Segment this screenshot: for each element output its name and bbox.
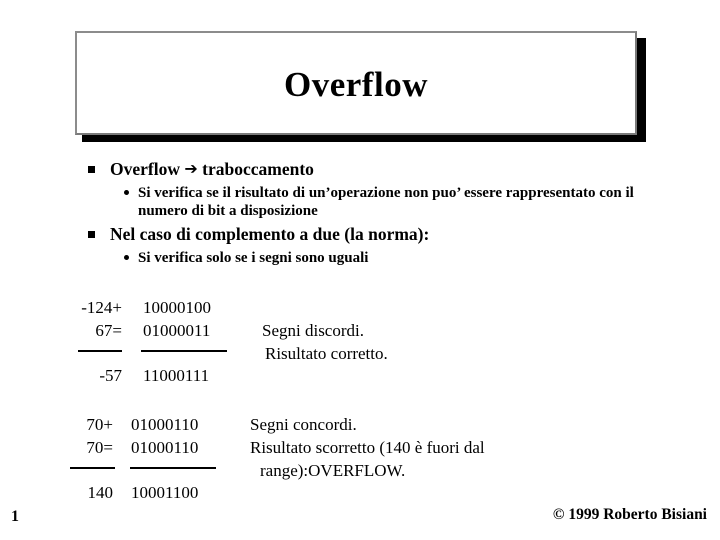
calc-binary: 01000011 [143, 321, 211, 340]
calc-row [0, 296, 720, 319]
calc-decimal: 70= [86, 438, 113, 457]
calc-result-binary: 11000111 [143, 366, 210, 385]
calc-binary: 10000100 [143, 298, 211, 317]
page-title: Overflow [284, 64, 428, 104]
calculation-block-overflow [0, 413, 720, 504]
sub-bullet-item-same-signs [0, 249, 720, 267]
square-bullet-icon [88, 166, 95, 173]
calc-note: Segni concordi. [250, 415, 357, 434]
calc-decimal: -124+ [81, 298, 122, 317]
round-bullet-icon [124, 255, 129, 260]
calc-decimal: 70+ [86, 415, 113, 434]
calculation-block-correct [0, 296, 720, 387]
slide-number: 1 [11, 508, 19, 525]
calc-decimal-rule [70, 467, 115, 469]
calc-note: Risultato corretto. [265, 344, 388, 363]
calc-result-row [0, 364, 720, 387]
right-arrow-icon: ➔ [184, 159, 198, 178]
calc-result-binary: 10001100 [131, 483, 199, 502]
calc-rule-row [0, 342, 720, 364]
calc-binary-rule [141, 350, 227, 352]
calc-row [0, 413, 720, 436]
calc-binary: 01000110 [131, 415, 199, 434]
sub-bullet-label: Si verifica solo se i segni sono uguali [138, 250, 369, 266]
bullet-item-twos-complement [0, 223, 720, 246]
round-bullet-icon [124, 190, 129, 195]
calc-rule-row [0, 459, 720, 481]
calc-result-decimal: -57 [99, 366, 122, 385]
calc-note: range):OVERFLOW. [260, 461, 406, 480]
bullet-text-before-arrow: Overflow [110, 159, 185, 179]
square-bullet-icon [88, 231, 95, 238]
bullet-item-overflow [0, 158, 720, 181]
sub-bullet-label: Si verifica se il risultato di un’operazione non puo’ essere rappresentato con il numero di bit a disposizione [138, 185, 634, 219]
calc-binary: 01000110 [131, 438, 199, 457]
calc-note: Risultato scorretto (140 è fuori dal [250, 438, 485, 457]
calc-row [0, 436, 720, 459]
bullet-list [0, 158, 720, 270]
copyright-notice: © 1999 Roberto Bisiani [552, 506, 707, 523]
title-box [75, 31, 637, 135]
sub-bullet-item-definition [0, 184, 720, 220]
calc-result-decimal: 140 [87, 483, 113, 502]
calc-binary-rule [130, 467, 216, 469]
calc-result-row [0, 481, 720, 504]
calc-row [0, 319, 720, 342]
calc-decimal-rule [78, 350, 122, 352]
calc-decimal: 67= [95, 321, 122, 340]
bullet-label: Nel caso di complemento a due (la norma): [110, 224, 430, 244]
calc-note: Segni discordi. [262, 321, 364, 340]
bullet-text-after-arrow: traboccamento [197, 159, 314, 179]
